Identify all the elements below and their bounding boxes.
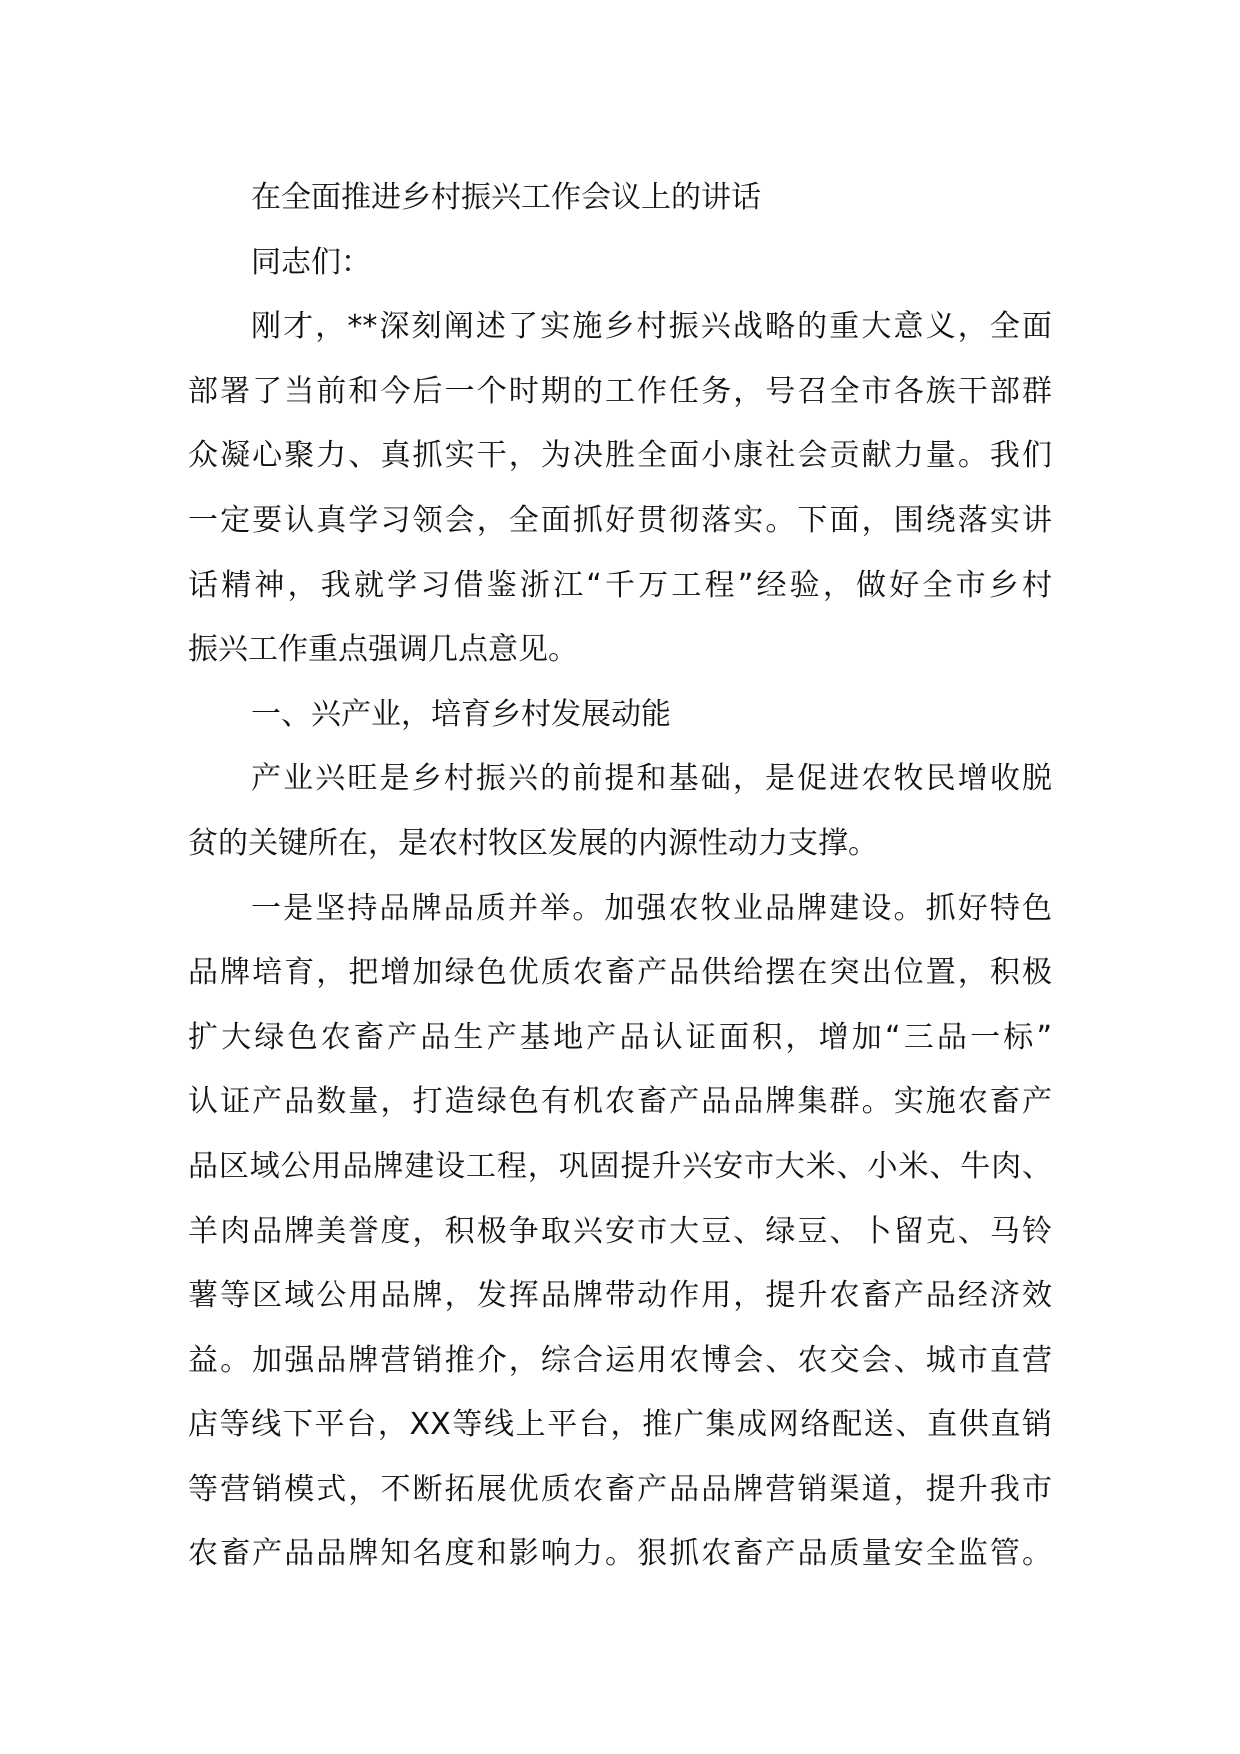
text-line: 店等线下平台，XX等线上平台，推广集成网络配送、直供直销 [188, 1407, 1052, 1443]
text-line: 等营销模式，不断拓展优质农畜产品品牌营销渠道，提升我市 [188, 1471, 1052, 1507]
text-line: 品区域公用品牌建设工程，巩固提升兴安市大米、小米、牛肉、 [188, 1148, 1052, 1184]
text-line: 一是坚持品牌品质并举。加强农牧业品牌建设。抓好特色 [251, 890, 1052, 926]
section-heading: 一、兴产业，培育乡村发展动能 [251, 696, 671, 732]
document-body [188, 166, 1052, 1587]
text-line: 话精神，我就学习借鉴浙江“千万工程”经验，做好全市乡村 [188, 567, 1052, 603]
text-line: 刚才，**深刻阐述了实施乡村振兴战略的重大意义，全面 [251, 309, 1052, 345]
text-line: 振兴工作重点强调几点意见。 [188, 632, 578, 668]
text-line: 众凝心聚力、真抓实干，为决胜全面小康社会贡献力量。我们 [188, 438, 1052, 474]
text-line: 农畜产品品牌知名度和影响力。狠抓农畜产品质量安全监管。 [188, 1536, 1052, 1572]
document-title: 在全面推进乡村振兴工作会议上的讲话 [251, 180, 761, 215]
salutation: 同志们： [251, 244, 371, 280]
text-line: 部署了当前和今后一个时期的工作任务，号召全市各族干部群 [188, 373, 1052, 409]
text-line: 贫的关键所在，是农村牧区发展的内源性动力支撑。 [188, 825, 878, 861]
text-line: 产业兴旺是乡村振兴的前提和基础，是促进农牧民增收脱 [251, 761, 1052, 797]
text-line: 益。加强品牌营销推介，综合运用农博会、农交会、城市直营 [188, 1342, 1052, 1378]
text-line: 扩大绿色农畜产品生产基地产品认证面积，增加“三品一标” [188, 1019, 1052, 1055]
text-line: 品牌培育，把增加绿色优质农畜产品供给摆在突出位置，积极 [188, 955, 1052, 991]
text-line: 薯等区域公用品牌，发挥品牌带动作用，提升农畜产品经济效 [188, 1278, 1052, 1314]
text-line: 认证产品数量，打造绿色有机农畜产品品牌集群。实施农畜产 [188, 1084, 1052, 1120]
text-line: 一定要认真学习领会，全面抓好贯彻落实。下面，围绕落实讲 [188, 502, 1052, 538]
text-line: 羊肉品牌美誉度，积极争取兴安市大豆、绿豆、卜留克、马铃 [188, 1213, 1052, 1249]
